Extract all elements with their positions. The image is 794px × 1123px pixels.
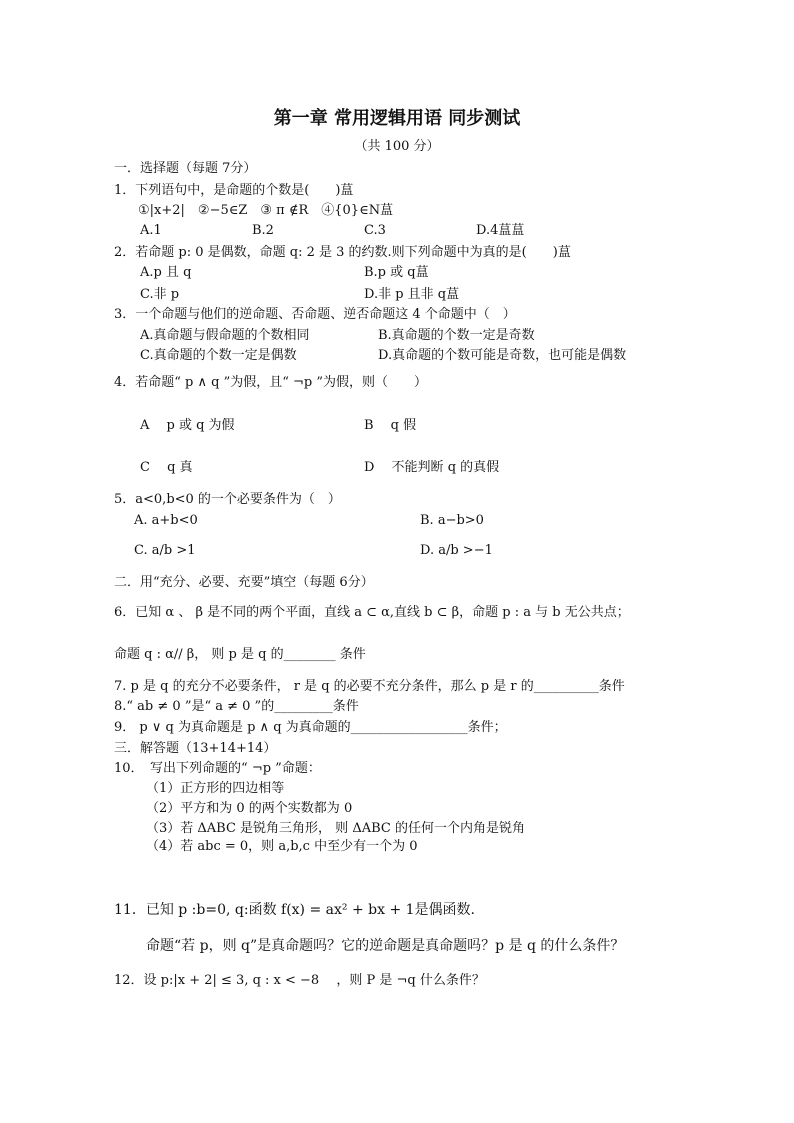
q4-option-c: C q 真 — [140, 460, 193, 475]
q5-stem: 5．a<0,b<0 的一个必要条件为（ ） — [114, 492, 341, 507]
q12: 12．设 p:|x + 2| ≤ 3, q : x < −8 ，则 P 是 ¬q 什么条件？ — [114, 973, 485, 988]
q1-option-b: B.2 — [252, 223, 274, 238]
section3-heading: 三．解答题（13+14+14） — [114, 741, 277, 756]
q2-option-c: C.非 p — [140, 287, 180, 302]
q3-option-c: C.真命题的个数一定是偶数 — [140, 348, 297, 363]
q4-option-d: D 不能判断 q 的真假 — [364, 460, 500, 475]
q1-option-c: C.3 — [364, 223, 386, 238]
q5-option-b: B. a−b>0 — [420, 513, 484, 528]
q6-line1: 6．已知 α 、 β 是不同的两个平面，直线 a ⊂ α,直线 b ⊂ β，命题 p : a 与 b 无公共点； — [114, 605, 630, 620]
q2-stem: 2．若命题 p: 0 是偶数，命题 q: 2 是 3 的约数.则下列命题中为真的是( )蒀 — [114, 245, 571, 260]
q11-line1: 11．已知 p :b=0, q:函数 f(x) = ax² + bx + 1是偶函数. — [114, 902, 475, 918]
q1-stem: 1．下列语句中，是命题的个数是( )蒀 — [114, 183, 354, 198]
q3-option-d: D.真命题的个数可能是奇数，也可能是偶数 — [378, 348, 627, 363]
q2-option-b: B.p 或 q蒀 — [364, 265, 429, 280]
q3-stem: 3．一个命题与他们的逆命题、否命题、逆否命题这 4 个命题中（ ） — [114, 307, 516, 322]
q1-items: ①|x+2| ②−5∈Z ③ π ∉R ④{0}∈N蒀 — [138, 203, 394, 218]
q10-item-2: （2）平方和为 0 的两个实数都为 0 — [146, 801, 353, 816]
q10-stem: 10． 写出下列命题的“ ¬p ”命题： — [114, 761, 321, 776]
q6-line2: 命题 q : α// β， 则 p 是 q 的________ 条件 — [114, 647, 366, 662]
q4-option-b: B q 假 — [364, 418, 417, 433]
q5-option-c: C. a/b >1 — [134, 543, 196, 558]
q7: 7. p 是 q 的充分不必要条件， r 是 q 的必要不充分条件，那么 p 是 r 的__________条件 — [114, 679, 625, 694]
page-subtitle: （共 100 分） — [354, 139, 440, 154]
q5-option-d: D. a/b >−1 — [420, 543, 493, 558]
q4-stem: 4．若命题“ p ∧ q ”为假，且“ ¬p ”为假，则（ ） — [114, 375, 428, 390]
q10-item-1: （1）正方形的四边相等 — [146, 781, 285, 796]
q5-option-a: A. a+b<0 — [134, 513, 198, 528]
q8: 8.“ ab ≠ 0 ”是“ a ≠ 0 ”的_________条件 — [114, 699, 359, 714]
q4-option-a: A p 或 q 为假 — [140, 418, 235, 433]
q10-item-4: （4）若 abc = 0，则 a,b,c 中至少有一个为 0 — [146, 839, 418, 854]
q3-option-a: A.真命题与假命题的个数相同 — [140, 328, 310, 343]
q11-line2: 命题“若 p，则 q”是真命题吗？它的逆命题是真命题吗？p 是 q 的什么条件？ — [146, 938, 625, 954]
q2-option-a: A.p 且 q — [140, 265, 192, 280]
section1-heading: 一．选择题（每题 7分） — [114, 161, 257, 176]
q10-item-3: （3）若 ΔABC 是锐角三角形， 则 ΔABC 的任何一个内角是锐角 — [146, 821, 525, 836]
q1-option-d: D.4蒀蒀 — [476, 223, 525, 238]
q1-option-a: A.1 — [140, 223, 162, 238]
q3-option-b: B.真命题的个数一定是奇数 — [378, 328, 535, 343]
q9: 9． p ∨ q 为真命题是 p ∧ q 为真命题的__________________条件； — [114, 720, 507, 735]
q2-option-d: D.非 p 且非 q蒀 — [364, 287, 460, 302]
page-title: 第一章 常用逻辑用语 同步测试 — [273, 108, 521, 129]
section2-heading: 二．用“充分、必要、充要”填空（每题 6分） — [114, 575, 374, 590]
